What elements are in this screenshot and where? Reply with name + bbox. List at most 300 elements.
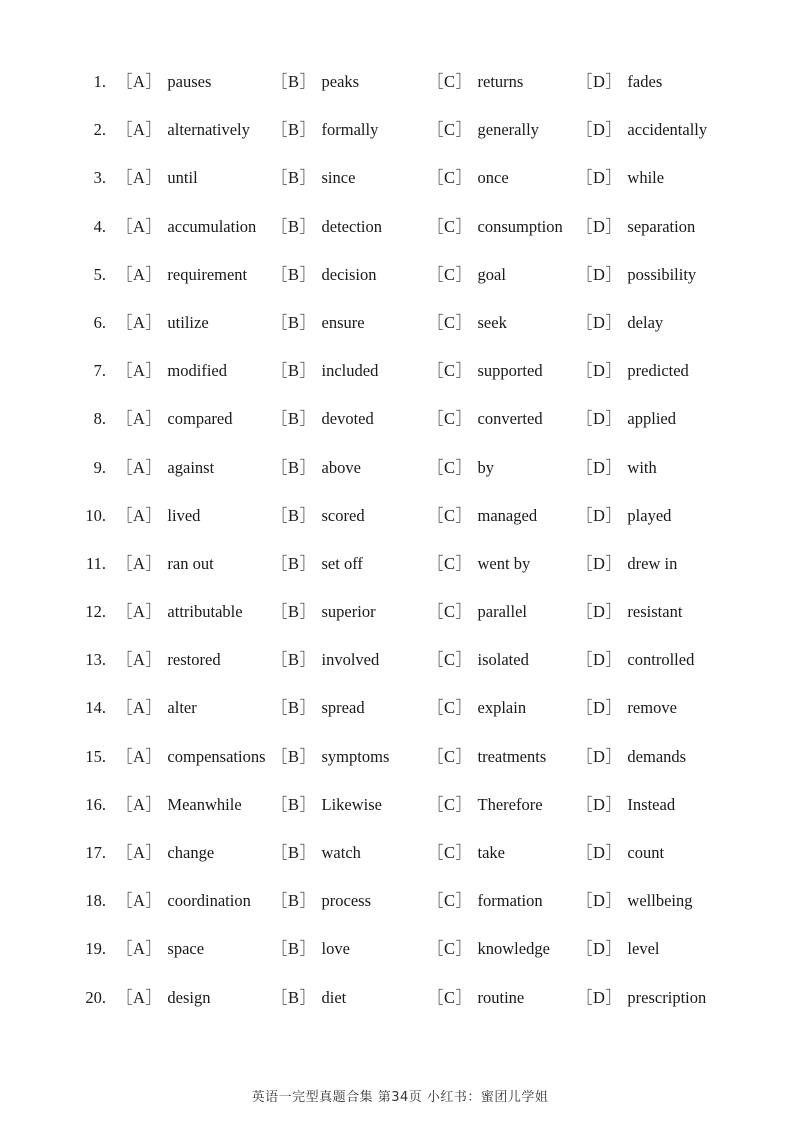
option-c <box>427 925 550 973</box>
option-letter: ［C］ <box>427 457 473 477</box>
option-letter-value: C <box>444 168 456 188</box>
option-text: Therefore <box>477 794 543 814</box>
option-d <box>576 684 677 732</box>
option-a <box>116 684 197 732</box>
option-letter-value: A <box>133 264 146 284</box>
option-text: utilize <box>167 312 209 332</box>
option-text: formally <box>321 120 379 140</box>
option-text: controlled <box>627 650 695 670</box>
option-d <box>576 588 682 636</box>
option-letter: ［A］ <box>116 843 163 862</box>
option-letter-value: B <box>288 72 300 91</box>
option-text: demands <box>627 746 687 766</box>
option-letter: ［D］ <box>576 361 623 381</box>
option-letter: ［A］ <box>116 168 163 188</box>
option-b <box>271 684 365 732</box>
option-a <box>116 347 227 395</box>
option-letter: ［B］ <box>271 891 317 911</box>
option-letter: ［B］ <box>271 698 317 718</box>
option-text: Meanwhile <box>167 794 242 814</box>
option-letter-value: A <box>133 939 146 959</box>
option-text: knowledge <box>477 939 550 959</box>
option-text: once <box>477 168 509 188</box>
option-text: compared <box>167 409 233 429</box>
option-letter-value: A <box>133 746 146 766</box>
option-letter-value: C <box>444 553 456 573</box>
option-letter: ［B］ <box>271 843 317 862</box>
question-list <box>0 58 800 1022</box>
option-c <box>427 58 523 106</box>
option-letter-value: B <box>288 650 300 670</box>
option-c <box>427 299 507 347</box>
option-letter-value: D <box>593 650 606 670</box>
option-letter: ［B］ <box>271 264 317 284</box>
option-letter-value: D <box>593 264 606 284</box>
option-letter: ［A］ <box>116 312 163 332</box>
option-letter: ［D］ <box>576 939 623 959</box>
option-b <box>271 588 376 636</box>
option-text: managed <box>477 505 538 525</box>
option-letter-value: D <box>593 409 606 429</box>
option-d <box>576 58 662 106</box>
option-letter-value: D <box>593 312 606 332</box>
option-letter: ［D］ <box>576 216 623 236</box>
option-a <box>116 492 200 540</box>
option-letter: ［D］ <box>576 312 623 332</box>
option-letter: ［D］ <box>576 843 623 862</box>
option-b <box>271 974 346 1022</box>
option-b <box>271 636 379 684</box>
option-letter-value: B <box>288 939 300 959</box>
option-text: accidentally <box>627 120 708 140</box>
option-letter: ［D］ <box>576 120 623 140</box>
option-letter-value: A <box>133 987 146 1007</box>
option-a <box>116 974 211 1022</box>
option-text: count <box>627 843 665 862</box>
option-text: superior <box>321 602 376 622</box>
option-letter-value: D <box>593 843 606 862</box>
question-row <box>0 444 800 492</box>
option-text: decision <box>321 264 377 284</box>
option-letter-value: A <box>133 361 146 381</box>
option-c <box>427 781 543 829</box>
option-letter-value: C <box>444 120 456 140</box>
option-text: against <box>167 457 215 477</box>
option-text: returns <box>477 72 524 91</box>
option-text: scored <box>321 505 365 525</box>
option-c <box>427 492 537 540</box>
option-b <box>271 203 382 251</box>
option-letter: ［A］ <box>116 698 163 718</box>
option-text: Likewise <box>321 794 382 814</box>
option-letter-value: C <box>444 72 456 91</box>
question-row <box>0 636 800 684</box>
option-c <box>427 540 530 588</box>
option-c <box>427 733 546 781</box>
option-text: converted <box>477 409 543 429</box>
option-text: requirement <box>167 264 248 284</box>
option-b <box>271 781 382 829</box>
option-letter: ［D］ <box>576 409 623 429</box>
option-letter-value: C <box>444 746 456 766</box>
option-d <box>576 444 657 492</box>
option-d <box>576 395 676 443</box>
option-letter-value: A <box>133 457 146 477</box>
option-letter: ［A］ <box>116 361 163 381</box>
page-footer: 英语一完型真题合集 第34页 小红书：蜜团儿学姐 <box>251 1090 549 1105</box>
option-letter: ［D］ <box>576 794 623 814</box>
option-text: until <box>167 168 198 188</box>
option-b <box>271 395 374 443</box>
option-text: isolated <box>477 650 529 670</box>
question-number: 20. <box>85 987 106 1007</box>
option-letter-value: A <box>133 794 146 814</box>
option-c <box>427 251 506 299</box>
option-b <box>271 829 361 877</box>
option-letter: ［A］ <box>116 602 163 622</box>
option-letter-value: A <box>133 216 146 236</box>
option-letter: ［A］ <box>116 216 163 236</box>
option-letter: ［C］ <box>427 891 473 911</box>
option-letter: ［B］ <box>271 794 317 814</box>
option-d <box>576 733 686 781</box>
option-text: treatments <box>477 746 547 766</box>
option-letter-value: B <box>288 457 300 477</box>
option-text: space <box>167 939 205 959</box>
option-b <box>271 154 355 202</box>
option-letter-value: D <box>593 939 606 959</box>
option-text: alternatively <box>167 120 250 140</box>
option-c <box>427 154 509 202</box>
option-letter: ［C］ <box>427 264 473 284</box>
option-a <box>116 877 251 925</box>
option-a <box>116 540 214 588</box>
option-d <box>576 347 689 395</box>
option-letter-value: C <box>444 698 456 718</box>
option-text: seek <box>477 312 507 332</box>
option-letter-value: D <box>593 120 606 140</box>
question-number: 15. <box>85 746 106 766</box>
option-letter-value: B <box>288 216 300 236</box>
option-letter: ［D］ <box>576 264 623 284</box>
option-letter-value: B <box>288 168 300 188</box>
option-letter-value: D <box>593 361 606 381</box>
question-row <box>0 203 800 251</box>
question-row <box>0 829 800 877</box>
option-d <box>576 299 663 347</box>
option-letter: ［D］ <box>576 891 623 911</box>
option-letter-value: C <box>444 312 456 332</box>
option-text: accumulation <box>167 216 257 236</box>
question-row <box>0 347 800 395</box>
option-d <box>576 154 664 202</box>
option-letter-value: D <box>593 168 606 188</box>
option-text: parallel <box>477 602 527 622</box>
option-letter-value: A <box>133 650 146 670</box>
option-letter: ［D］ <box>576 553 623 573</box>
option-letter: ［B］ <box>271 987 317 1007</box>
option-c <box>427 877 543 925</box>
option-letter-value: D <box>593 505 606 525</box>
option-letter-value: A <box>133 120 146 140</box>
option-letter: ［B］ <box>271 553 317 573</box>
option-a <box>116 251 247 299</box>
option-d <box>576 106 707 154</box>
option-letter-value: D <box>593 987 606 1007</box>
option-letter-value: A <box>133 72 146 91</box>
option-text: watch <box>321 843 361 862</box>
option-text: prescription <box>627 987 707 1007</box>
option-letter-value: B <box>288 602 300 622</box>
option-letter: ［C］ <box>427 505 473 525</box>
option-letter: ［C］ <box>427 987 473 1007</box>
option-letter-value: A <box>133 698 146 718</box>
option-c <box>427 684 526 732</box>
option-letter: ［A］ <box>116 457 163 477</box>
option-text: coordination <box>167 891 251 911</box>
option-letter-value: B <box>288 120 300 140</box>
option-letter-value: B <box>288 505 300 525</box>
option-letter-value: C <box>444 505 456 525</box>
option-letter-value: C <box>444 650 456 670</box>
option-letter-value: C <box>444 457 456 477</box>
option-letter: ［A］ <box>116 120 163 140</box>
option-letter-value: A <box>133 168 146 188</box>
option-text: by <box>477 457 495 477</box>
option-letter-value: D <box>593 72 606 91</box>
option-letter-value: D <box>593 794 606 814</box>
option-text: love <box>321 939 350 959</box>
option-text: detection <box>321 216 382 236</box>
option-letter-value: A <box>133 409 146 429</box>
question-row <box>0 877 800 925</box>
question-number: 18. <box>85 891 106 911</box>
option-letter: ［C］ <box>427 168 473 188</box>
option-c <box>427 829 505 877</box>
option-letter: ［C］ <box>427 939 473 959</box>
option-text: played <box>627 505 672 525</box>
option-text: symptoms <box>321 746 390 766</box>
option-c <box>427 347 543 395</box>
option-text: routine <box>477 987 525 1007</box>
option-a <box>116 154 198 202</box>
option-d <box>576 781 675 829</box>
question-number: 9. <box>93 457 106 477</box>
option-letter-value: D <box>593 602 606 622</box>
option-letter-value: B <box>288 987 300 1007</box>
option-letter-value: B <box>288 264 300 284</box>
option-a <box>116 733 266 781</box>
option-letter-value: B <box>288 361 300 381</box>
option-letter-value: C <box>444 264 456 284</box>
option-letter-value: A <box>133 891 146 911</box>
option-text: alter <box>167 698 197 718</box>
option-letter: ［D］ <box>576 746 623 766</box>
option-letter: ［B］ <box>271 120 317 140</box>
option-text: ran out <box>167 553 214 573</box>
option-letter: ［C］ <box>427 746 473 766</box>
option-b <box>271 347 378 395</box>
option-text: lived <box>167 505 201 525</box>
option-letter: ［B］ <box>271 216 317 236</box>
option-letter: ［D］ <box>576 168 623 188</box>
option-letter: ［A］ <box>116 650 163 670</box>
option-c <box>427 395 543 443</box>
question-row <box>0 733 800 781</box>
option-letter: ［C］ <box>427 602 473 622</box>
option-letter-value: C <box>444 216 456 236</box>
option-letter: ［D］ <box>576 72 623 91</box>
question-number: 11. <box>85 553 106 573</box>
option-letter: ［C］ <box>427 72 473 91</box>
option-text: set off <box>321 553 363 573</box>
option-letter: ［D］ <box>576 602 623 622</box>
option-text: fades <box>627 72 663 91</box>
option-text: change <box>167 843 215 862</box>
question-row <box>0 395 800 443</box>
option-text: take <box>477 843 505 862</box>
option-a <box>116 588 243 636</box>
option-letter-value: C <box>444 409 456 429</box>
option-text: involved <box>321 650 380 670</box>
option-text: with <box>627 457 657 477</box>
question-number: 19. <box>85 939 106 959</box>
option-a <box>116 925 204 973</box>
option-letter: ［A］ <box>116 409 163 429</box>
option-text: spread <box>321 698 365 718</box>
option-letter: ［B］ <box>271 312 317 332</box>
option-c <box>427 974 524 1022</box>
option-letter-value: D <box>593 698 606 718</box>
option-letter: ［C］ <box>427 553 473 573</box>
option-d <box>576 492 671 540</box>
option-letter: ［C］ <box>427 120 473 140</box>
option-text: applied <box>627 409 676 429</box>
option-text: since <box>321 168 356 188</box>
option-text: drew in <box>627 553 678 573</box>
option-text: explain <box>477 698 527 718</box>
question-number: 8. <box>93 409 106 429</box>
option-letter-value: A <box>133 553 146 573</box>
option-a <box>116 106 250 154</box>
option-b <box>271 925 350 973</box>
option-c <box>427 203 563 251</box>
option-letter-value: C <box>444 843 456 862</box>
option-letter-value: C <box>444 891 456 911</box>
question-number: 6. <box>93 312 106 332</box>
option-text: Instead <box>627 794 676 814</box>
option-letter-value: C <box>444 939 456 959</box>
option-letter: ［B］ <box>271 505 317 525</box>
question-row <box>0 781 800 829</box>
option-text: supported <box>477 361 543 381</box>
option-letter: ［C］ <box>427 216 473 236</box>
question-row <box>0 540 800 588</box>
question-row <box>0 106 800 154</box>
option-letter: ［B］ <box>271 650 317 670</box>
option-letter: ［A］ <box>116 505 163 525</box>
option-letter-value: D <box>593 891 606 911</box>
option-b <box>271 251 377 299</box>
option-b <box>271 733 389 781</box>
option-d <box>576 974 706 1022</box>
option-letter: ［C］ <box>427 361 473 381</box>
option-text: included <box>321 361 379 381</box>
option-letter: ［A］ <box>116 891 163 911</box>
option-letter: ［A］ <box>116 264 163 284</box>
option-letter-value: B <box>288 409 300 429</box>
option-d <box>576 636 694 684</box>
option-letter: ［A］ <box>116 987 163 1007</box>
option-letter: ［B］ <box>271 746 317 766</box>
option-b <box>271 877 371 925</box>
option-text: went by <box>477 553 531 573</box>
option-c <box>427 444 494 492</box>
option-b <box>271 58 359 106</box>
option-letter-value: D <box>593 216 606 236</box>
option-text: pauses <box>167 72 212 91</box>
option-letter: ［D］ <box>576 650 623 670</box>
option-letter: ［C］ <box>427 650 473 670</box>
option-letter: ［A］ <box>116 72 163 91</box>
option-letter-value: B <box>288 698 300 718</box>
question-row <box>0 492 800 540</box>
option-letter: ［D］ <box>576 457 623 477</box>
option-letter: ［B］ <box>271 361 317 381</box>
option-c <box>427 106 539 154</box>
option-letter-value: A <box>133 602 146 622</box>
option-b <box>271 492 365 540</box>
option-a <box>116 444 214 492</box>
option-text: modified <box>167 361 227 381</box>
option-letter: ［C］ <box>427 843 473 862</box>
option-text: remove <box>627 698 677 718</box>
option-a <box>116 829 214 877</box>
option-text: goal <box>477 264 506 284</box>
option-text: possibility <box>627 264 697 284</box>
option-b <box>271 299 365 347</box>
option-letter-value: C <box>444 794 456 814</box>
question-number: 16. <box>85 794 106 814</box>
question-number: 1. <box>93 72 106 91</box>
question-row <box>0 251 800 299</box>
option-letter: ［C］ <box>427 312 473 332</box>
option-letter: ［D］ <box>576 505 623 525</box>
option-text: peaks <box>321 72 360 91</box>
option-text: process <box>321 891 371 911</box>
option-letter-value: B <box>288 746 300 766</box>
option-b <box>271 106 378 154</box>
question-number: 10. <box>85 505 106 525</box>
option-letter: ［C］ <box>427 794 473 814</box>
question-row <box>0 684 800 732</box>
option-text: ensure <box>321 312 365 332</box>
option-letter: ［B］ <box>271 409 317 429</box>
option-letter-value: B <box>288 891 300 911</box>
question-number: 4. <box>93 216 106 236</box>
question-number: 12. <box>85 602 106 622</box>
question-row <box>0 299 800 347</box>
question-row <box>0 154 800 202</box>
option-text: restored <box>167 650 221 670</box>
option-d <box>576 251 696 299</box>
option-c <box>427 588 527 636</box>
option-a <box>116 781 242 829</box>
option-letter: ［D］ <box>576 698 623 718</box>
option-text: resistant <box>627 602 683 622</box>
option-letter: ［B］ <box>271 602 317 622</box>
question-number: 5. <box>93 264 106 284</box>
